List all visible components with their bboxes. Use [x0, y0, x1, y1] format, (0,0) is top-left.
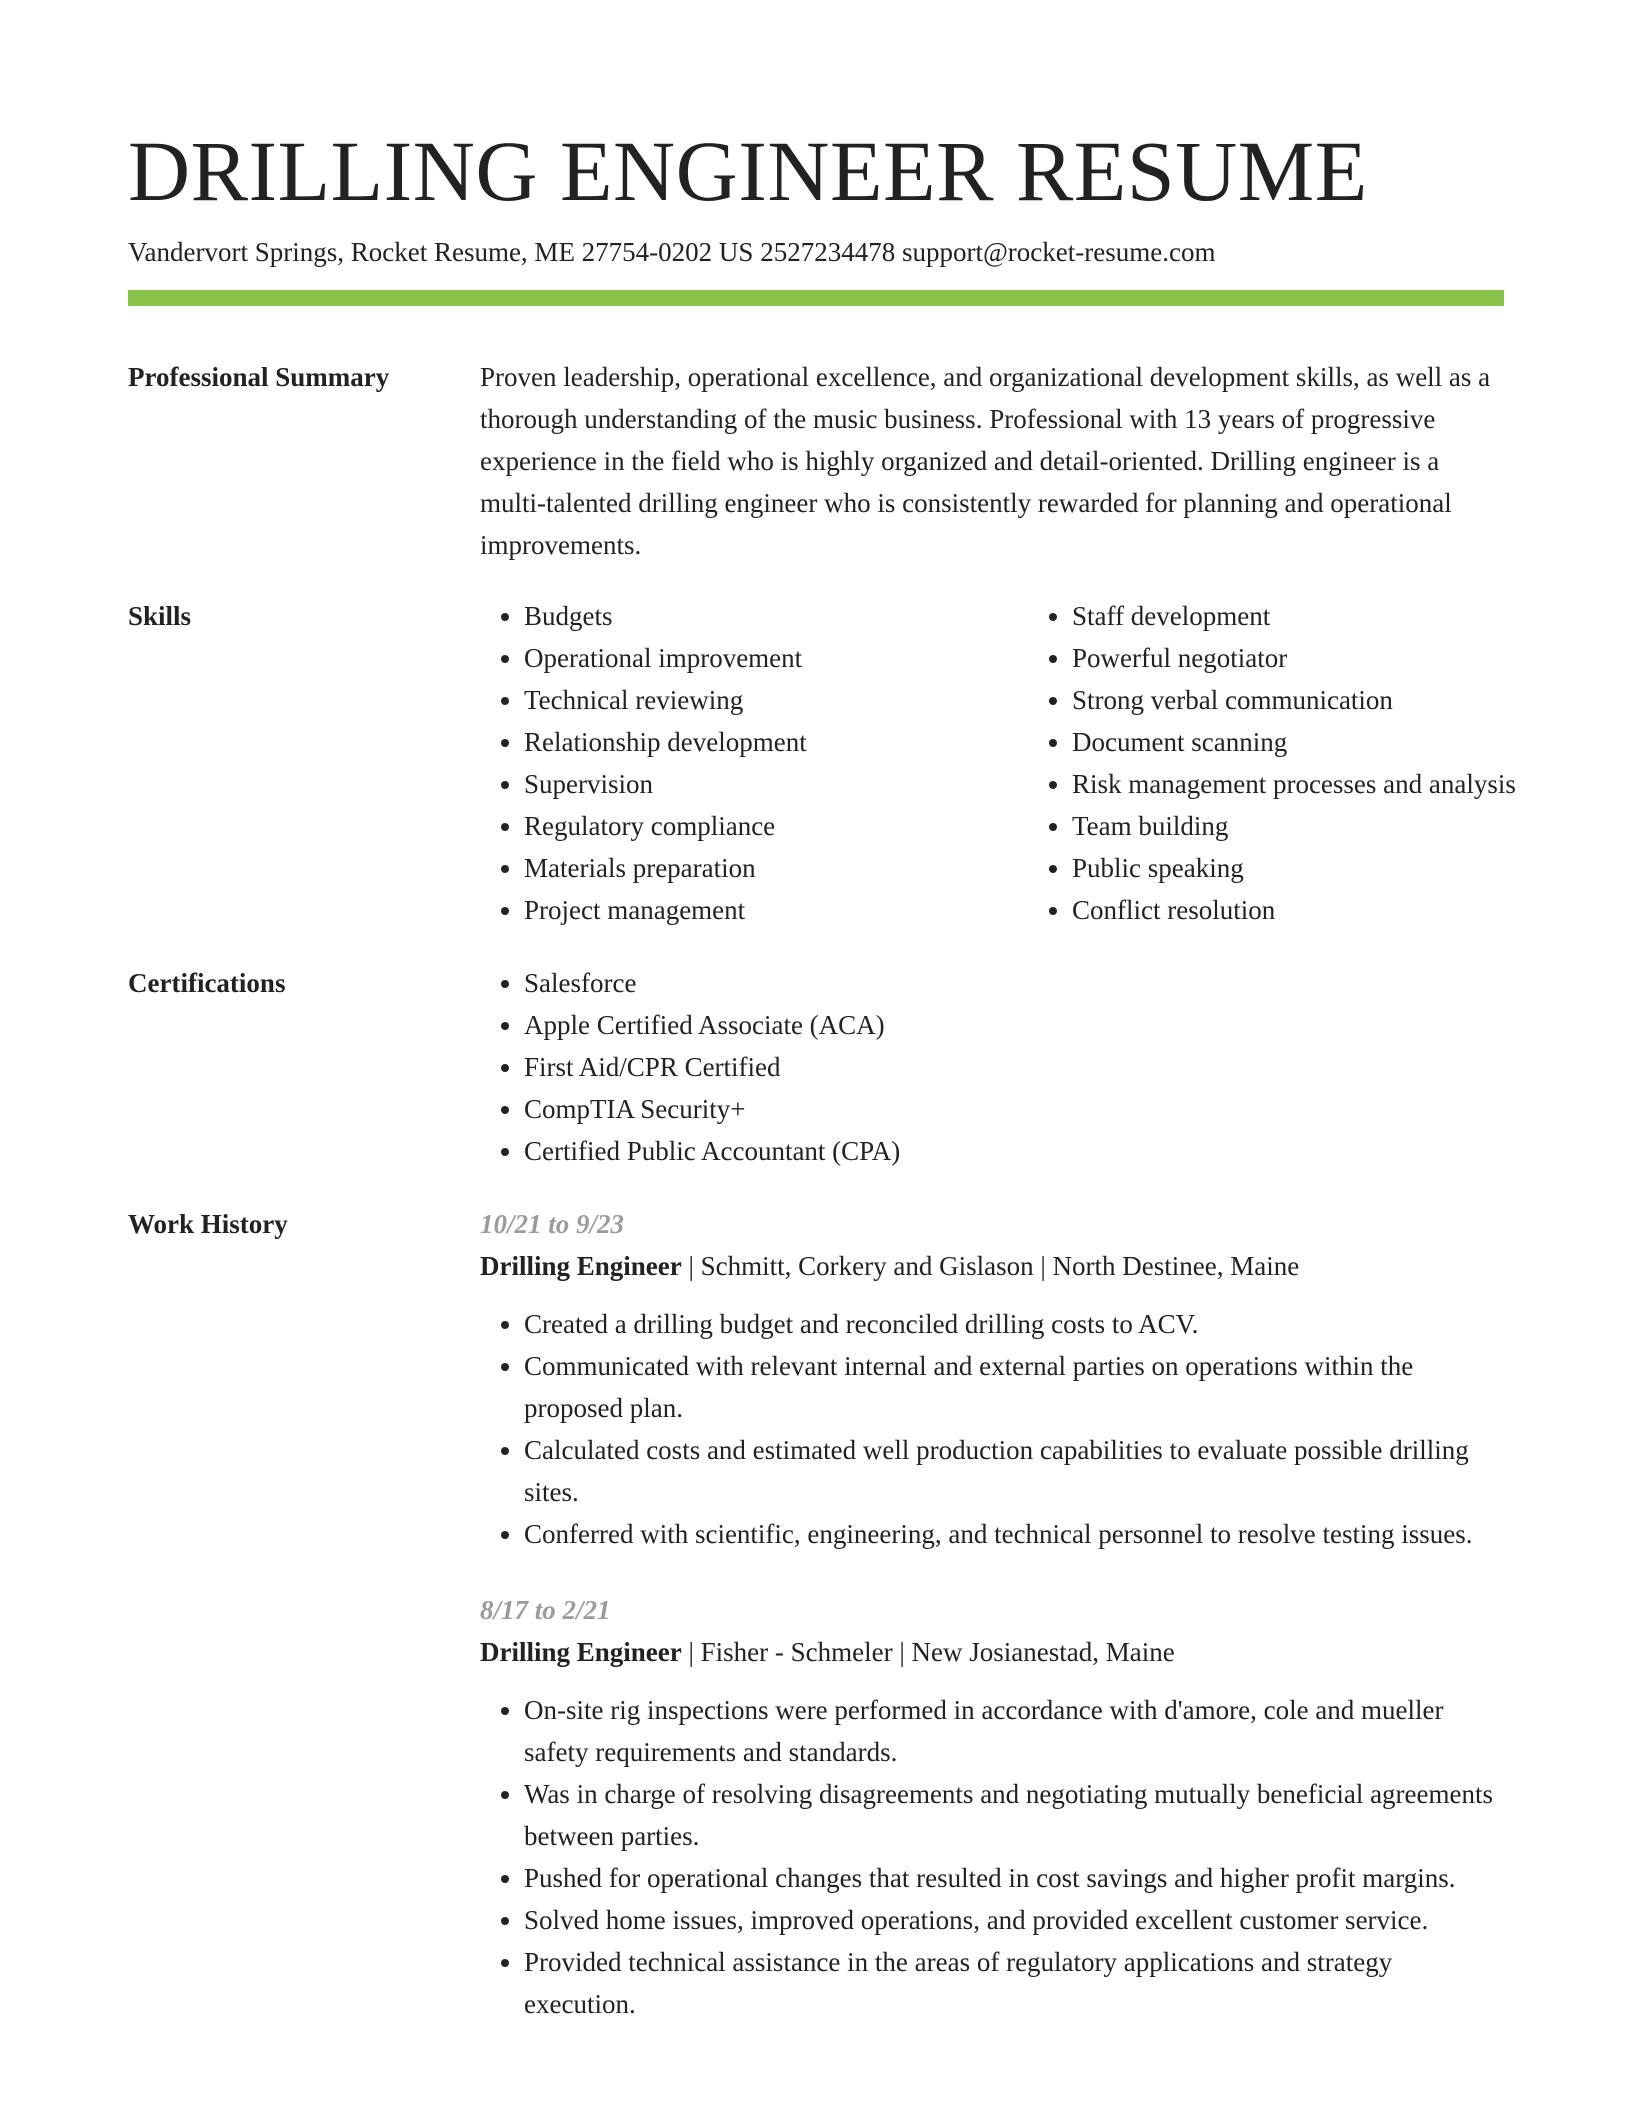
job-dates: 10/21 to 9/23	[480, 1209, 625, 1239]
list-item: • Conflict resolution	[1072, 889, 1576, 931]
header-divider	[128, 290, 1504, 306]
list-item: • Pushed for operational changes that resulted in cost savings and higher profit margins.	[524, 1857, 1504, 1899]
list-item: • CompTIA Security+	[524, 1088, 1504, 1130]
list-item: • Project management	[524, 889, 1028, 931]
list-item: • Strong verbal communication	[1072, 679, 1576, 721]
list-item: • Created a drilling budget and reconciled drilling costs to ACV.	[524, 1303, 1504, 1345]
list-item: • Conferred with scientific, engineering, and technical personnel to resolve testing issues.	[524, 1513, 1504, 1555]
job-entry	[480, 1203, 1504, 1555]
list-item: • Budgets	[524, 595, 1028, 637]
job-employer-location: | Schmitt, Corkery and Gislason | North Destinee, Maine	[681, 1251, 1300, 1281]
skills-list-left	[480, 595, 1028, 931]
certifications-heading: Certifications	[128, 968, 286, 998]
list-item: • Relationship development	[524, 721, 1028, 763]
skills-section	[128, 595, 1516, 931]
list-item: • Materials preparation	[524, 847, 1028, 889]
job-bullets	[480, 1689, 1504, 2025]
list-item: • Provided technical assistance in the areas of regulatory applications and strategy execution.	[524, 1941, 1504, 2025]
job-title-line	[480, 1245, 1504, 1287]
summary-heading: Professional Summary	[128, 362, 390, 392]
work-history-heading: Work History	[128, 1209, 288, 1239]
list-item: • Certified Public Accountant (CPA)	[524, 1130, 1504, 1172]
skills-heading: Skills	[128, 601, 192, 631]
job-title: Drilling Engineer	[480, 1637, 682, 1667]
list-item: • Regulatory compliance	[524, 805, 1028, 847]
list-item: • Communicated with relevant internal and external parties on operations within the proposed plan.	[524, 1345, 1504, 1429]
list-item: • Team building	[1072, 805, 1576, 847]
list-item: • Apple Certified Associate (ACA)	[524, 1004, 1504, 1046]
skills-list-right	[1028, 595, 1576, 931]
summary-section	[128, 356, 1504, 566]
job-employer-location: | Fisher - Schmeler | New Josianestad, Maine	[681, 1637, 1175, 1667]
list-item: • First Aid/CPR Certified	[524, 1046, 1504, 1088]
work-history-section	[128, 1203, 1504, 2059]
list-item: • Supervision	[524, 763, 1028, 805]
job-entry	[480, 1589, 1504, 2025]
list-item: • Public speaking	[1072, 847, 1576, 889]
list-item: • Powerful negotiator	[1072, 637, 1576, 679]
list-item: • Was in charge of resolving disagreements and negotiating mutually beneficial agreements between parties.	[524, 1773, 1504, 1857]
list-item: • Calculated costs and estimated well production capabilities to evaluate possible drilling sites.	[524, 1429, 1504, 1513]
job-title: Drilling Engineer	[480, 1251, 682, 1281]
list-item: • Document scanning	[1072, 721, 1576, 763]
list-item: • On-site rig inspections were performed in accordance with d'amore, cole and mueller safety requirements and standards.	[524, 1689, 1504, 1773]
summary-text: Proven leadership, operational excellence, and organizational development skills, as well as a thorough understanding of the music business. Professional with 13 years of progressive experience in the field who is highly organized and detail-oriented. Drilling engineer is a multi-talented drilling engineer who is consistently rewarded for planning and operational improvements.	[480, 362, 1491, 560]
certifications-section	[128, 962, 1504, 1172]
list-item: • Solved home issues, improved operations, and provided excellent customer service.	[524, 1899, 1504, 1941]
list-item: • Technical reviewing	[524, 679, 1028, 721]
list-item: • Staff development	[1072, 595, 1576, 637]
certifications-list	[480, 962, 1504, 1172]
job-bullets	[480, 1303, 1504, 1555]
page-title: DRILLING ENGINEER RESUME	[128, 123, 1368, 219]
contact-line: Vandervort Springs, Rocket Resume, ME 27754-0202 US 2527234478 support@rocket-resume.com	[128, 237, 1216, 267]
list-item: • Risk management processes and analysis	[1072, 763, 1576, 805]
job-title-line	[480, 1631, 1504, 1673]
job-dates: 8/17 to 2/21	[480, 1595, 611, 1625]
list-item: • Operational improvement	[524, 637, 1028, 679]
list-item: • Salesforce	[524, 962, 1504, 1004]
resume-page	[128, 118, 1516, 2059]
